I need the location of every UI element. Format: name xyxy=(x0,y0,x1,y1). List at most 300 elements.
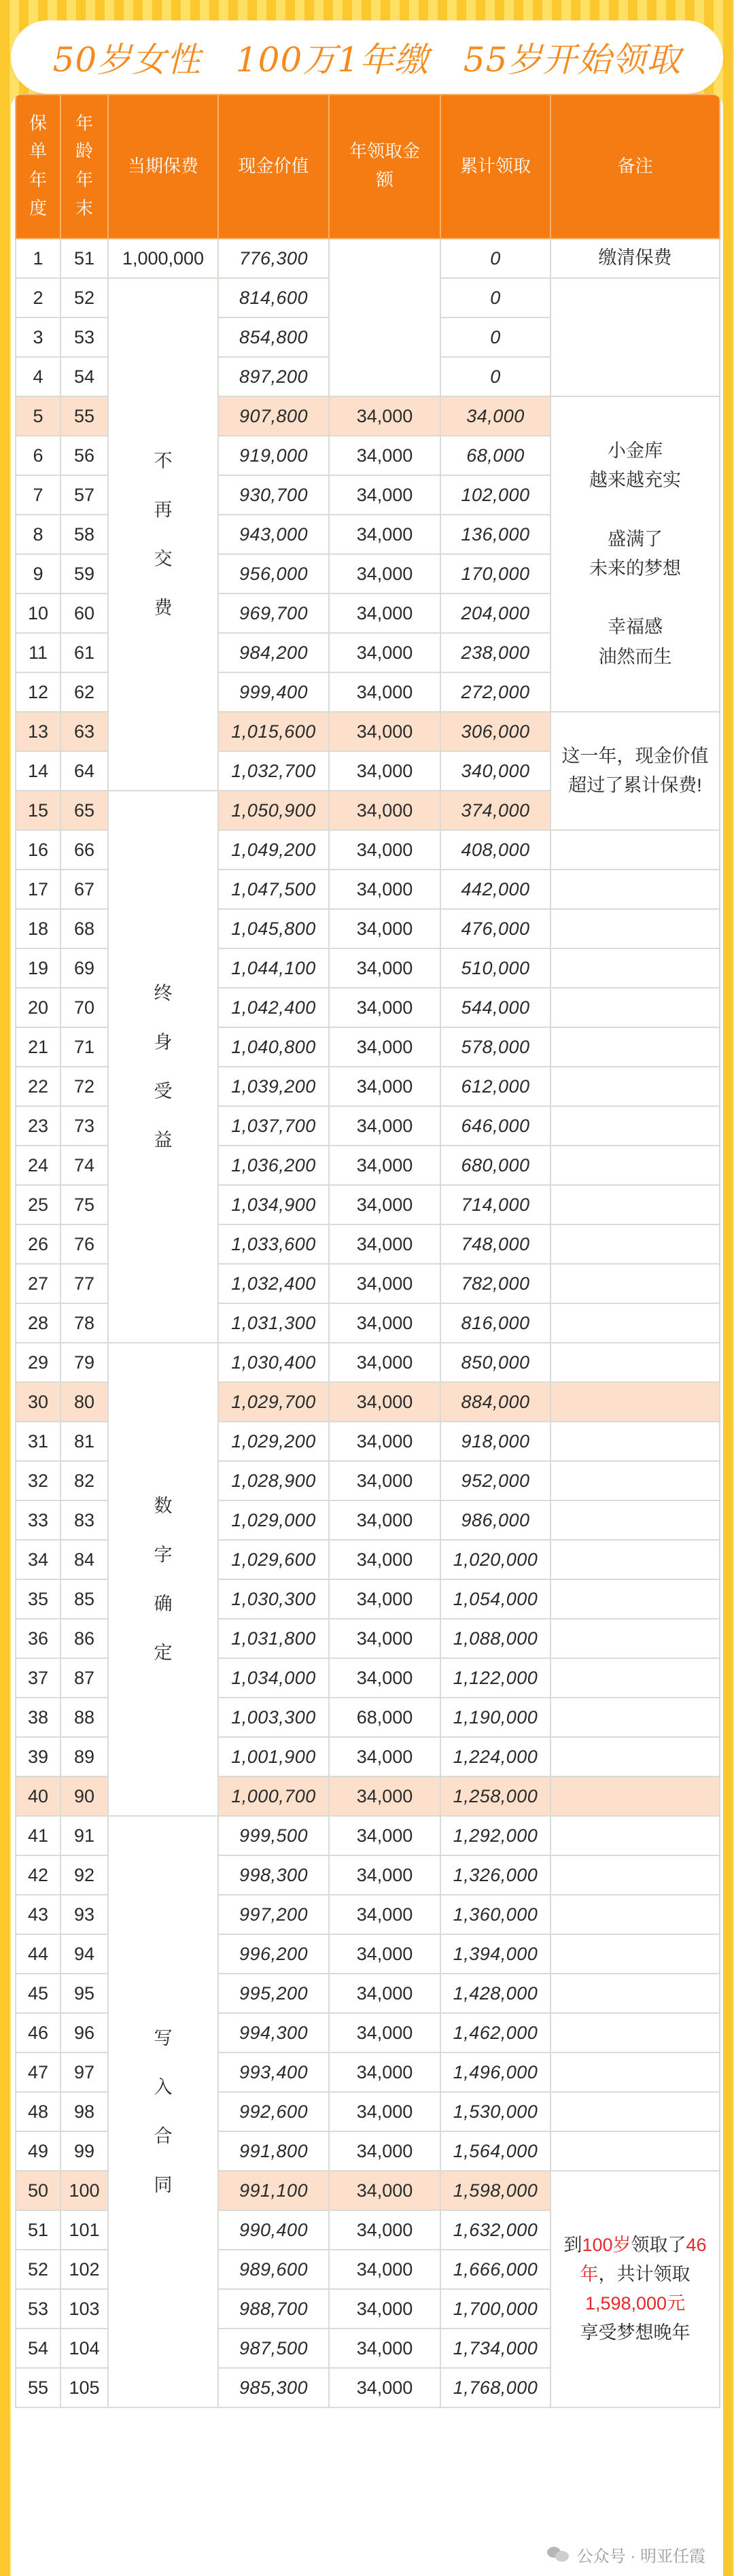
cash-value-cell: 1,000,700 xyxy=(218,1776,329,1816)
cash-value-cell: 969,700 xyxy=(218,594,329,633)
cash-value-cell: 1,030,400 xyxy=(218,1343,329,1382)
cash-value-cell: 1,001,900 xyxy=(218,1737,329,1776)
age-cell: 97 xyxy=(60,2053,108,2092)
annual-payout-cell: 34,000 xyxy=(329,1106,440,1146)
premium-note-cell xyxy=(108,791,218,1343)
cash-value-cell: 1,028,900 xyxy=(218,1461,329,1500)
age-cell: 52 xyxy=(60,278,108,317)
policy-year-cell: 9 xyxy=(16,554,60,594)
annual-payout-cell: 34,000 xyxy=(329,712,440,751)
annual-payout-cell: 34,000 xyxy=(329,1855,440,1895)
annual-payout-cell: 34,000 xyxy=(329,672,440,712)
age-cell: 66 xyxy=(60,830,108,870)
policy-year-cell: 49 xyxy=(16,2131,60,2171)
premium-note-text: 数 字 确 定 xyxy=(154,1496,173,1663)
cash-value-cell: 999,500 xyxy=(218,1816,329,1855)
annual-payout-cell: 34,000 xyxy=(329,830,440,870)
remark-cell xyxy=(550,2171,720,2407)
age-cell: 93 xyxy=(60,1895,108,1934)
header-annual-payout: 年领取金额 xyxy=(329,95,440,239)
remark-cell xyxy=(550,1698,720,1737)
title-banner xyxy=(11,20,723,94)
age-cell: 89 xyxy=(60,1737,108,1776)
cumulative-cell: 1,462,000 xyxy=(440,2013,550,2053)
cumulative-cell: 544,000 xyxy=(440,988,550,1027)
policy-year-cell: 34 xyxy=(16,1540,60,1579)
cash-value-cell: 988,700 xyxy=(218,2289,329,2329)
annual-payout-cell: 34,000 xyxy=(329,1816,440,1855)
cash-value-cell: 1,003,300 xyxy=(218,1698,329,1737)
policy-year-cell: 51 xyxy=(16,2210,60,2250)
cumulative-cell: 1,326,000 xyxy=(440,1855,550,1895)
annual-payout-cell: 34,000 xyxy=(329,2092,440,2131)
policy-year-cell: 50 xyxy=(16,2171,60,2210)
policy-year-cell: 26 xyxy=(16,1224,60,1264)
age-cell: 105 xyxy=(60,2368,108,2407)
age-cell: 84 xyxy=(60,1540,108,1579)
policy-year-cell: 18 xyxy=(16,909,60,948)
cumulative-cell: 918,000 xyxy=(440,1422,550,1461)
policy-year-cell: 33 xyxy=(16,1500,60,1540)
remark-cell xyxy=(550,1816,720,1855)
cash-value-cell: 999,400 xyxy=(218,672,329,712)
cumulative-cell: 204,000 xyxy=(440,594,550,633)
cumulative-cell: 306,000 xyxy=(440,712,550,751)
annual-payout-cell: 34,000 xyxy=(329,1579,440,1619)
age-cell: 78 xyxy=(60,1303,108,1343)
policy-year-cell: 20 xyxy=(16,988,60,1027)
policy-year-cell: 10 xyxy=(16,594,60,633)
cash-value-cell: 987,500 xyxy=(218,2329,329,2368)
annual-payout-cell: 34,000 xyxy=(329,2329,440,2368)
cash-value-cell: 1,050,900 xyxy=(218,791,329,830)
cumulative-cell: 952,000 xyxy=(440,1461,550,1500)
cumulative-cell: 272,000 xyxy=(440,672,550,712)
remark-cell xyxy=(550,1619,720,1658)
age-cell: 88 xyxy=(60,1698,108,1737)
age-cell: 74 xyxy=(60,1146,108,1185)
benefit-table xyxy=(15,94,720,2408)
cumulative-cell: 1,598,000 xyxy=(440,2171,550,2210)
policy-year-cell: 31 xyxy=(16,1422,60,1461)
cash-value-cell: 989,600 xyxy=(218,2250,329,2289)
age-cell: 81 xyxy=(60,1422,108,1461)
cumulative-cell: 1,292,000 xyxy=(440,1816,550,1855)
cumulative-cell: 1,564,000 xyxy=(440,2131,550,2171)
remark-cell xyxy=(550,1461,720,1500)
cash-value-cell: 897,200 xyxy=(218,357,329,396)
age-cell: 67 xyxy=(60,870,108,909)
policy-year-cell: 1 xyxy=(16,239,60,278)
cash-value-cell: 1,042,400 xyxy=(218,988,329,1027)
annual-payout-cell: 34,000 xyxy=(329,475,440,515)
policy-year-cell: 54 xyxy=(16,2329,60,2368)
cumulative-cell: 136,000 xyxy=(440,515,550,554)
remark-cell xyxy=(550,1737,720,1776)
remark-breakeven: 这一年，现金价值超过了累计保费! xyxy=(561,745,709,795)
policy-year-cell: 55 xyxy=(16,2368,60,2407)
cash-value-cell: 943,000 xyxy=(218,515,329,554)
age-cell: 76 xyxy=(60,1224,108,1264)
cash-value-cell: 1,040,800 xyxy=(218,1027,329,1067)
cash-value-cell: 992,600 xyxy=(218,2092,329,2131)
remark-cell xyxy=(550,1579,720,1619)
cash-value-cell: 1,030,300 xyxy=(218,1579,329,1619)
cumulative-cell: 1,020,000 xyxy=(440,1540,550,1579)
cash-value-cell: 991,100 xyxy=(218,2171,329,2210)
remark-cell xyxy=(550,1422,720,1461)
policy-year-cell: 35 xyxy=(16,1579,60,1619)
age-cell: 64 xyxy=(60,751,108,791)
cumulative-cell: 850,000 xyxy=(440,1343,550,1382)
policy-year-cell: 12 xyxy=(16,672,60,712)
age-cell: 54 xyxy=(60,357,108,396)
policy-year-cell: 6 xyxy=(16,436,60,475)
age-cell: 102 xyxy=(60,2250,108,2289)
policy-year-cell: 24 xyxy=(16,1146,60,1185)
age-cell: 96 xyxy=(60,2013,108,2053)
annual-payout-cell: 34,000 xyxy=(329,554,440,594)
policy-year-cell: 44 xyxy=(16,1934,60,1974)
annual-payout-cell: 34,000 xyxy=(329,1934,440,1974)
remark-cell xyxy=(550,1146,720,1185)
age-cell: 100 xyxy=(60,2171,108,2210)
remark-cell xyxy=(550,1974,720,2013)
age-cell: 59 xyxy=(60,554,108,594)
remark-cell xyxy=(550,1658,720,1698)
annual-payout-cell: 34,000 xyxy=(329,2131,440,2171)
age-cell: 57 xyxy=(60,475,108,515)
header-cash-value: 现金价值 xyxy=(218,95,329,239)
cumulative-cell: 1,122,000 xyxy=(440,1658,550,1698)
premium-note-cell xyxy=(108,1816,218,2407)
annual-payout-cell: 34,000 xyxy=(329,1658,440,1698)
age-cell: 104 xyxy=(60,2329,108,2368)
cash-value-cell: 1,036,200 xyxy=(218,1146,329,1185)
cumulative-cell: 1,190,000 xyxy=(440,1698,550,1737)
cumulative-cell: 1,734,000 xyxy=(440,2329,550,2368)
cash-value-cell: 1,033,600 xyxy=(218,1224,329,1264)
age-cell: 51 xyxy=(60,239,108,278)
cumulative-cell: 884,000 xyxy=(440,1382,550,1422)
remark-cell xyxy=(550,712,720,830)
table-header-row xyxy=(16,95,720,239)
remark-cell xyxy=(550,1185,720,1224)
age-cell: 90 xyxy=(60,1776,108,1816)
age-cell: 70 xyxy=(60,988,108,1027)
policy-year-cell: 13 xyxy=(16,712,60,751)
cash-value-cell: 985,300 xyxy=(218,2368,329,2407)
cumulative-cell: 1,360,000 xyxy=(440,1895,550,1934)
policy-year-cell: 21 xyxy=(16,1027,60,1067)
remark-cell xyxy=(550,830,720,870)
policy-year-cell: 16 xyxy=(16,830,60,870)
cumulative-cell: 102,000 xyxy=(440,475,550,515)
annual-payout-cell: 34,000 xyxy=(329,1382,440,1422)
cash-value-cell: 1,015,600 xyxy=(218,712,329,751)
remark-cell xyxy=(550,1934,720,1974)
age-cell: 82 xyxy=(60,1461,108,1500)
remark-cell xyxy=(550,1382,720,1422)
policy-year-cell: 47 xyxy=(16,2053,60,2092)
cash-value-cell: 1,029,200 xyxy=(218,1422,329,1461)
annual-payout-cell: 34,000 xyxy=(329,1027,440,1067)
remark-cell xyxy=(550,870,720,909)
annual-payout-cell: 34,000 xyxy=(329,1146,440,1185)
remark-cell xyxy=(550,988,720,1027)
annual-payout-cell: 34,000 xyxy=(329,1737,440,1776)
header-cumulative: 累计领取 xyxy=(440,95,550,239)
annual-payout-cell: 34,000 xyxy=(329,1619,440,1658)
cumulative-cell: 1,054,000 xyxy=(440,1579,550,1619)
age-cell: 87 xyxy=(60,1658,108,1698)
cumulative-cell: 374,000 xyxy=(440,791,550,830)
cumulative-cell: 1,224,000 xyxy=(440,1737,550,1776)
cumulative-cell: 748,000 xyxy=(440,1224,550,1264)
annual-payout-cell: 68,000 xyxy=(329,1698,440,1737)
policy-year-cell: 53 xyxy=(16,2289,60,2329)
watermark xyxy=(540,2541,712,2568)
cash-value-cell: 1,049,200 xyxy=(218,830,329,870)
cumulative-cell: 1,700,000 xyxy=(440,2289,550,2329)
annual-payout-cell: 34,000 xyxy=(329,1540,440,1579)
annual-payout-cell: 34,000 xyxy=(329,594,440,633)
annual-payout-cell: 34,000 xyxy=(329,1895,440,1934)
age-cell: 80 xyxy=(60,1382,108,1422)
remark-cell xyxy=(550,1027,720,1067)
header-premium: 当期保费 xyxy=(108,95,218,239)
cumulative-cell: 476,000 xyxy=(440,909,550,948)
cash-value-cell: 993,400 xyxy=(218,2053,329,2092)
policy-year-cell: 28 xyxy=(16,1303,60,1343)
age-cell: 56 xyxy=(60,436,108,475)
age-cell: 61 xyxy=(60,633,108,672)
cash-value-cell: 998,300 xyxy=(218,1855,329,1895)
cash-value-cell: 1,029,700 xyxy=(218,1382,329,1422)
remark-growth: 小金库 越来越充实 盛满了 未来的梦想 幸福感 油然而生 xyxy=(589,441,681,667)
remark-cell xyxy=(550,1895,720,1934)
remark-cell xyxy=(550,2092,720,2131)
annual-payout-cell: 34,000 xyxy=(329,2368,440,2407)
cumulative-cell: 714,000 xyxy=(440,1185,550,1224)
age-cell: 85 xyxy=(60,1579,108,1619)
premium-note-text: 不 再 交 费 xyxy=(154,451,173,618)
policy-year-cell: 22 xyxy=(16,1067,60,1106)
policy-year-cell: 45 xyxy=(16,1974,60,2013)
age-cell: 101 xyxy=(60,2210,108,2250)
cumulative-cell: 986,000 xyxy=(440,1500,550,1540)
age-cell: 60 xyxy=(60,594,108,633)
age-cell: 72 xyxy=(60,1067,108,1106)
wechat-icon xyxy=(547,2545,570,2563)
remark-cell xyxy=(550,1224,720,1264)
policy-year-cell: 42 xyxy=(16,1855,60,1895)
remark-summary: 到100岁领取了46年，共计领取1,598,000元 享受梦想晚年 xyxy=(563,2234,707,2343)
cumulative-cell: 0 xyxy=(440,278,550,317)
cumulative-cell: 68,000 xyxy=(440,436,550,475)
cash-value-cell: 919,000 xyxy=(218,436,329,475)
cash-value-cell: 814,600 xyxy=(218,278,329,317)
remark-cell xyxy=(550,909,720,948)
policy-year-cell: 15 xyxy=(16,791,60,830)
cash-value-cell: 956,000 xyxy=(218,554,329,594)
cumulative-cell: 1,258,000 xyxy=(440,1776,550,1816)
table-row xyxy=(16,1816,720,1855)
age-cell: 68 xyxy=(60,909,108,948)
age-cell: 98 xyxy=(60,2092,108,2131)
age-cell: 86 xyxy=(60,1619,108,1658)
policy-year-cell: 17 xyxy=(16,870,60,909)
annual-payout-cell: 34,000 xyxy=(329,751,440,791)
cumulative-cell: 1,394,000 xyxy=(440,1934,550,1974)
cumulative-cell: 680,000 xyxy=(440,1146,550,1185)
age-cell: 95 xyxy=(60,1974,108,2013)
page-title: 50岁女性 100万1年缴 55岁开始领取 xyxy=(52,40,682,80)
cash-value-cell: 1,032,400 xyxy=(218,1264,329,1303)
cumulative-cell: 1,428,000 xyxy=(440,1974,550,2013)
header-remarks: 备注 xyxy=(550,95,720,239)
policy-year-cell: 43 xyxy=(16,1895,60,1934)
age-cell: 58 xyxy=(60,515,108,554)
policy-year-cell: 40 xyxy=(16,1776,60,1816)
age-cell: 55 xyxy=(60,396,108,436)
policy-year-cell: 29 xyxy=(16,1343,60,1382)
premium-note-text: 写 入 合 同 xyxy=(154,2028,173,2195)
remark-cell xyxy=(550,2013,720,2053)
policy-year-cell: 7 xyxy=(16,475,60,515)
cash-value-cell: 1,039,200 xyxy=(218,1067,329,1106)
age-cell: 103 xyxy=(60,2289,108,2329)
policy-year-cell: 3 xyxy=(16,317,60,357)
cash-value-cell: 1,034,900 xyxy=(218,1185,329,1224)
age-cell: 92 xyxy=(60,1855,108,1895)
age-cell: 73 xyxy=(60,1106,108,1146)
annual-payout-cell: 34,000 xyxy=(329,2210,440,2250)
annual-payout-cell: 34,000 xyxy=(329,1185,440,1224)
age-cell: 75 xyxy=(60,1185,108,1224)
annual-payout-cell: 34,000 xyxy=(329,1067,440,1106)
cumulative-cell: 170,000 xyxy=(440,554,550,594)
age-cell: 79 xyxy=(60,1343,108,1382)
annual-payout-cell: 34,000 xyxy=(329,1224,440,1264)
age-cell: 94 xyxy=(60,1934,108,1974)
policy-year-cell: 32 xyxy=(16,1461,60,1500)
policy-year-cell: 46 xyxy=(16,2013,60,2053)
annual-payout-cell xyxy=(329,239,440,396)
cash-value-cell: 907,800 xyxy=(218,396,329,436)
remark-cell xyxy=(550,1067,720,1106)
age-cell: 63 xyxy=(60,712,108,751)
policy-year-cell: 48 xyxy=(16,2092,60,2131)
policy-year-cell: 27 xyxy=(16,1264,60,1303)
policy-year-cell: 52 xyxy=(16,2250,60,2289)
age-cell: 71 xyxy=(60,1027,108,1067)
premium-note-cell xyxy=(108,1343,218,1816)
annual-payout-cell: 34,000 xyxy=(329,1303,440,1343)
policy-year-cell: 30 xyxy=(16,1382,60,1422)
cumulative-cell: 1,088,000 xyxy=(440,1619,550,1658)
age-cell: 53 xyxy=(60,317,108,357)
cash-value-cell: 1,032,700 xyxy=(218,751,329,791)
remark-cell xyxy=(550,278,720,396)
annual-payout-cell: 34,000 xyxy=(329,515,440,554)
age-cell: 77 xyxy=(60,1264,108,1303)
premium-note-cell xyxy=(108,278,218,791)
age-cell: 65 xyxy=(60,791,108,830)
cash-value-cell: 996,200 xyxy=(218,1934,329,1974)
cash-value-cell: 776,300 xyxy=(218,239,329,278)
premium-note-text: 终 身 受 益 xyxy=(154,983,173,1150)
policy-year-cell: 4 xyxy=(16,357,60,396)
age-cell: 62 xyxy=(60,672,108,712)
annual-payout-cell: 34,000 xyxy=(329,633,440,672)
remark-cell xyxy=(550,2053,720,2092)
cumulative-cell: 816,000 xyxy=(440,1303,550,1343)
policy-year-cell: 38 xyxy=(16,1698,60,1737)
table-row xyxy=(16,239,720,278)
cash-value-cell: 1,047,500 xyxy=(218,870,329,909)
remark-cell xyxy=(550,1855,720,1895)
cumulative-cell: 408,000 xyxy=(440,830,550,870)
annual-payout-cell: 34,000 xyxy=(329,436,440,475)
age-cell: 91 xyxy=(60,1816,108,1855)
cumulative-cell: 1,530,000 xyxy=(440,2092,550,2131)
policy-year-cell: 5 xyxy=(16,396,60,436)
annual-payout-cell: 34,000 xyxy=(329,2289,440,2329)
annual-payout-cell: 34,000 xyxy=(329,396,440,436)
policy-year-cell: 39 xyxy=(16,1737,60,1776)
cash-value-cell: 1,029,000 xyxy=(218,1500,329,1540)
cumulative-cell: 612,000 xyxy=(440,1067,550,1106)
annual-payout-cell: 34,000 xyxy=(329,2171,440,2210)
remark-cell xyxy=(550,948,720,988)
cash-value-cell: 990,400 xyxy=(218,2210,329,2250)
remark-cell xyxy=(550,1106,720,1146)
cash-value-cell: 1,045,800 xyxy=(218,909,329,948)
remark-cell xyxy=(550,1776,720,1816)
cumulative-cell: 34,000 xyxy=(440,396,550,436)
policy-year-cell: 2 xyxy=(16,278,60,317)
cumulative-cell: 646,000 xyxy=(440,1106,550,1146)
remark-cell xyxy=(550,1500,720,1540)
cash-value-cell: 994,300 xyxy=(218,2013,329,2053)
policy-year-cell: 36 xyxy=(16,1619,60,1658)
cumulative-cell: 1,632,000 xyxy=(440,2210,550,2250)
policy-year-cell: 14 xyxy=(16,751,60,791)
annual-payout-cell: 34,000 xyxy=(329,988,440,1027)
annual-payout-cell: 34,000 xyxy=(329,1776,440,1816)
cumulative-cell: 0 xyxy=(440,239,550,278)
annual-payout-cell: 34,000 xyxy=(329,1461,440,1500)
cash-value-cell: 930,700 xyxy=(218,475,329,515)
annual-payout-cell: 34,000 xyxy=(329,2250,440,2289)
annual-payout-cell: 34,000 xyxy=(329,948,440,988)
header-age: 年龄年末 xyxy=(60,95,108,239)
annual-payout-cell: 34,000 xyxy=(329,870,440,909)
cumulative-cell: 0 xyxy=(440,317,550,357)
remark-cell xyxy=(550,396,720,712)
policy-year-cell: 37 xyxy=(16,1658,60,1698)
cash-value-cell: 1,037,700 xyxy=(218,1106,329,1146)
annual-payout-cell: 34,000 xyxy=(329,1264,440,1303)
remark-cell xyxy=(550,2131,720,2171)
cumulative-cell: 340,000 xyxy=(440,751,550,791)
cash-value-cell: 1,029,600 xyxy=(218,1540,329,1579)
policy-year-cell: 41 xyxy=(16,1816,60,1855)
cumulative-cell: 1,768,000 xyxy=(440,2368,550,2407)
cash-value-cell: 1,034,000 xyxy=(218,1658,329,1698)
table-frame xyxy=(11,94,723,2576)
